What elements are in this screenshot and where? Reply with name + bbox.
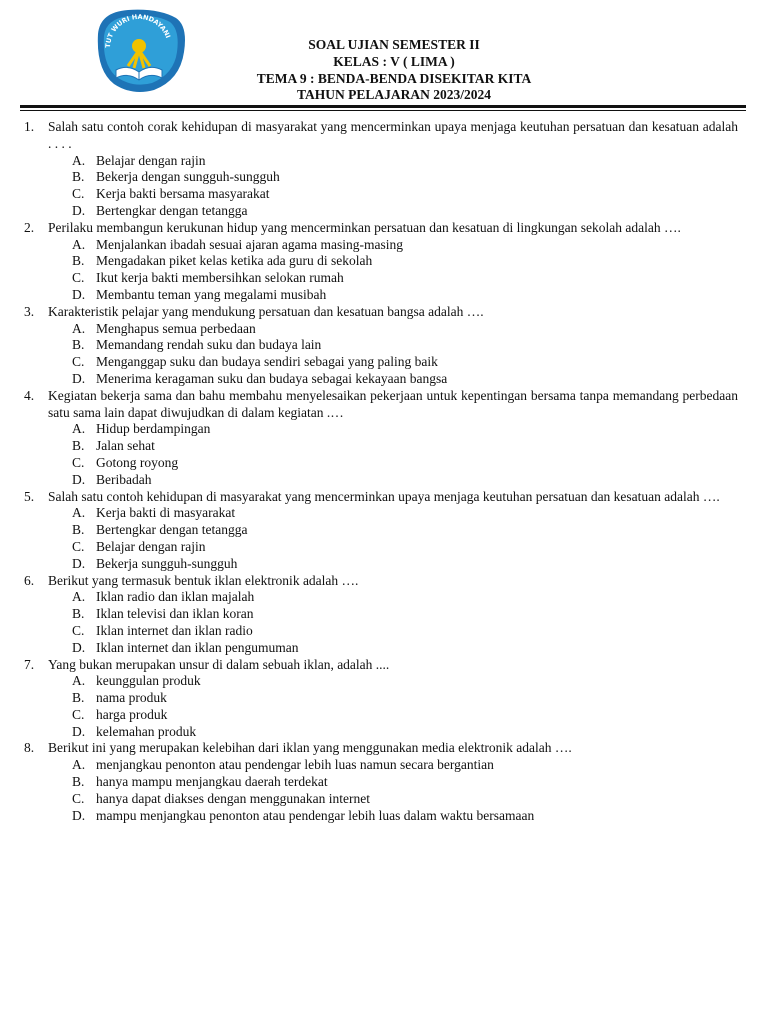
option-letter: B. xyxy=(72,253,85,269)
answer-option xyxy=(72,321,738,338)
option-letter: A. xyxy=(72,320,86,336)
answer-option xyxy=(72,253,738,270)
option-text: nama produk xyxy=(96,690,167,706)
option-letter: B. xyxy=(72,522,85,538)
question-item xyxy=(24,388,738,489)
answer-options xyxy=(48,505,738,572)
option-text: Bekerja dengan sungguh-sungguh xyxy=(96,169,280,185)
option-text: Membantu teman yang megalami musibah xyxy=(96,286,327,302)
question-item xyxy=(24,220,738,304)
option-letter: A. xyxy=(72,589,86,605)
option-letter: C. xyxy=(72,790,85,806)
academic-year: TAHUN PELAJARAN 2023/2024 xyxy=(296,87,491,103)
option-letter: D. xyxy=(72,807,86,823)
answer-option xyxy=(72,287,738,304)
question-item xyxy=(24,119,738,220)
option-letter: D. xyxy=(72,202,86,218)
answer-options xyxy=(48,153,738,220)
option-text: Beribadah xyxy=(96,471,152,487)
question-item xyxy=(24,657,738,741)
answer-option xyxy=(72,623,738,640)
answer-option xyxy=(72,640,738,657)
question-body xyxy=(48,220,738,304)
answer-option xyxy=(72,270,738,287)
question-text: Perilaku membangun kerukunan hidup yang mencerminkan persatuan dan kesatuan di lingkungan sekolah adalah …. xyxy=(48,219,681,235)
option-letter: A. xyxy=(72,673,86,689)
answer-option xyxy=(72,354,738,371)
option-letter: B. xyxy=(72,438,85,454)
question-text: Salah satu contoh kehidupan di masyarakat yang mencerminkan upaya menjaga keutuhan persatuan dan kesatuan adalah …. xyxy=(48,488,720,504)
option-text: Iklan radio dan iklan majalah xyxy=(96,589,255,605)
option-text: Kerja bakti di masyarakat xyxy=(96,505,236,521)
answer-option xyxy=(72,337,738,354)
option-letter: C. xyxy=(72,270,85,286)
tut-wuri-handayani-logo xyxy=(88,4,190,98)
option-text: Hidup berdampingan xyxy=(96,421,211,437)
option-text: keunggulan produk xyxy=(96,673,201,689)
option-text: Mengadakan piket kelas ketika ada guru di sekolah xyxy=(96,253,373,269)
option-text: Bekerja sungguh-sungguh xyxy=(96,555,238,571)
question-body xyxy=(48,304,738,388)
answer-option xyxy=(72,673,738,690)
option-letter: A. xyxy=(72,152,86,168)
option-letter: A. xyxy=(72,421,86,437)
option-text: Belajar dengan rajin xyxy=(96,538,206,554)
answer-option xyxy=(72,203,738,220)
header-divider-thin xyxy=(20,110,746,111)
option-letter: B. xyxy=(72,337,85,353)
question-body xyxy=(48,657,738,741)
question-item xyxy=(24,740,738,824)
option-letter: D. xyxy=(72,639,86,655)
logo-motto-text: TUT WURI HANDAYANI xyxy=(103,12,173,49)
option-text: Ikut kerja bakti membersihkan selokan rumah xyxy=(96,270,344,286)
option-letter: A. xyxy=(72,236,86,252)
answer-options xyxy=(48,673,738,740)
option-text: menjangkau penonton atau pendengar lebih luas namun secara bergantian xyxy=(96,757,494,773)
answer-option xyxy=(72,589,738,606)
option-letter: B. xyxy=(72,606,85,622)
answer-option xyxy=(72,690,738,707)
exam-title: SOAL UJIAN SEMESTER II xyxy=(308,37,480,52)
answer-option xyxy=(72,153,738,170)
class-label: KELAS : V ( LIMA ) xyxy=(333,53,455,69)
option-letter: C. xyxy=(72,622,85,638)
option-text: Gotong royong xyxy=(96,454,179,470)
option-letter: D. xyxy=(72,723,86,739)
question-text: Berikut ini yang merupakan kelebihan dari iklan yang menggunakan media elektronik adalah …. xyxy=(48,740,572,756)
question-body xyxy=(48,119,738,220)
option-text: Jalan sehat xyxy=(96,438,155,454)
option-letter: C. xyxy=(72,454,85,470)
answer-option xyxy=(72,186,738,203)
option-letter: D. xyxy=(72,370,86,386)
question-body xyxy=(48,740,738,824)
question-item xyxy=(24,304,738,388)
option-text: hanya dapat diakses dengan menggunakan internet xyxy=(96,790,371,806)
answer-option xyxy=(72,237,738,254)
option-text: Menjalankan ibadah sesuai ajaran agama masing-masing xyxy=(96,236,404,252)
question-number: 7. xyxy=(24,656,35,672)
answer-option xyxy=(72,724,738,741)
answer-option xyxy=(72,791,738,808)
answer-option xyxy=(72,522,738,539)
option-text: hanya mampu menjangkau daerah terdekat xyxy=(96,774,328,790)
theme-label: TEMA 9 : BENDA-BENDA DISEKITAR KITA xyxy=(256,70,532,86)
question-number: 4. xyxy=(24,387,35,403)
option-letter: B. xyxy=(72,690,85,706)
option-text: Belajar dengan rajin xyxy=(96,152,206,168)
option-text: Menghapus semua perbedaan xyxy=(96,320,256,336)
option-letter: D. xyxy=(72,555,86,571)
option-text: Menganggap suku dan budaya sendiri sebagai yang paling baik xyxy=(96,354,438,370)
answer-options xyxy=(48,237,738,304)
option-letter: C. xyxy=(72,706,85,722)
answer-option xyxy=(72,808,738,825)
question-number: 8. xyxy=(24,740,35,756)
question-body xyxy=(48,489,738,573)
exam-header xyxy=(200,37,588,104)
question-text: Kegiatan bekerja sama dan bahu membahu menyelesaikan pekerjaan untuk kepentingan bersama tanpa memandang perbedaan satu sama lain dapat diwujudkan di dalam kegiatan .… xyxy=(48,387,738,420)
option-letter: B. xyxy=(72,169,85,185)
option-letter: A. xyxy=(72,757,86,773)
option-text: Kerja bakti bersama masyarakat xyxy=(96,186,270,202)
question-number: 2. xyxy=(24,219,35,235)
option-letter: A. xyxy=(72,505,86,521)
question-number: 5. xyxy=(24,488,35,504)
option-letter: C. xyxy=(72,354,85,370)
question-text: Berikut yang termasuk bentuk iklan elektronik adalah …. xyxy=(48,572,359,588)
answer-option xyxy=(72,606,738,623)
question-text: Karakteristik pelajar yang mendukung persatuan dan kesatuan bangsa adalah …. xyxy=(48,303,484,319)
option-letter: D. xyxy=(72,286,86,302)
question-body xyxy=(48,573,738,657)
question-number: 3. xyxy=(24,303,35,319)
option-text: Iklan internet dan iklan pengumuman xyxy=(96,639,299,655)
option-text: Iklan televisi dan iklan koran xyxy=(96,606,254,622)
question-body xyxy=(48,388,738,489)
answer-option xyxy=(72,556,738,573)
question-text: Salah satu contoh corak kehidupan di masyarakat yang mencerminkan upaya menjaga keutuhan persatuan dan kesatuan adalah . . . . xyxy=(48,119,738,151)
answer-options xyxy=(48,757,738,824)
option-text: Iklan internet dan iklan radio xyxy=(96,622,253,638)
option-text: harga produk xyxy=(96,706,168,722)
answer-options xyxy=(48,321,738,388)
answer-option xyxy=(72,438,738,455)
question-number: 6. xyxy=(24,572,35,588)
header-divider-thick xyxy=(20,105,746,108)
answer-option xyxy=(72,371,738,388)
option-text: Bertengkar dengan tetangga xyxy=(96,202,248,218)
answer-option xyxy=(72,539,738,556)
option-letter: B. xyxy=(72,774,85,790)
answer-options xyxy=(48,421,738,488)
question-item xyxy=(24,489,738,573)
question-list xyxy=(24,119,738,824)
option-text: Bertengkar dengan tetangga xyxy=(96,522,248,538)
answer-options xyxy=(48,589,738,656)
answer-option xyxy=(72,757,738,774)
answer-option xyxy=(72,774,738,791)
option-letter: C. xyxy=(72,186,85,202)
question-item xyxy=(24,573,738,657)
option-text: Menerima keragaman suku dan budaya sebagai kekayaan bangsa xyxy=(96,370,448,386)
answer-option xyxy=(72,169,738,186)
question-number: 1. xyxy=(24,119,35,134)
answer-option xyxy=(72,455,738,472)
option-letter: C. xyxy=(72,538,85,554)
option-text: mampu menjangkau penonton atau pendengar lebih luas dalam waktu bersamaan xyxy=(96,807,535,823)
answer-option xyxy=(72,505,738,522)
option-text: Memandang rendah suku dan budaya lain xyxy=(96,337,322,353)
option-letter: D. xyxy=(72,471,86,487)
answer-option xyxy=(72,707,738,724)
option-text: kelemahan produk xyxy=(96,723,197,739)
question-text: Yang bukan merupakan unsur di dalam sebuah iklan, adalah .... xyxy=(48,656,390,672)
answer-option xyxy=(72,472,738,489)
answer-option xyxy=(72,421,738,438)
